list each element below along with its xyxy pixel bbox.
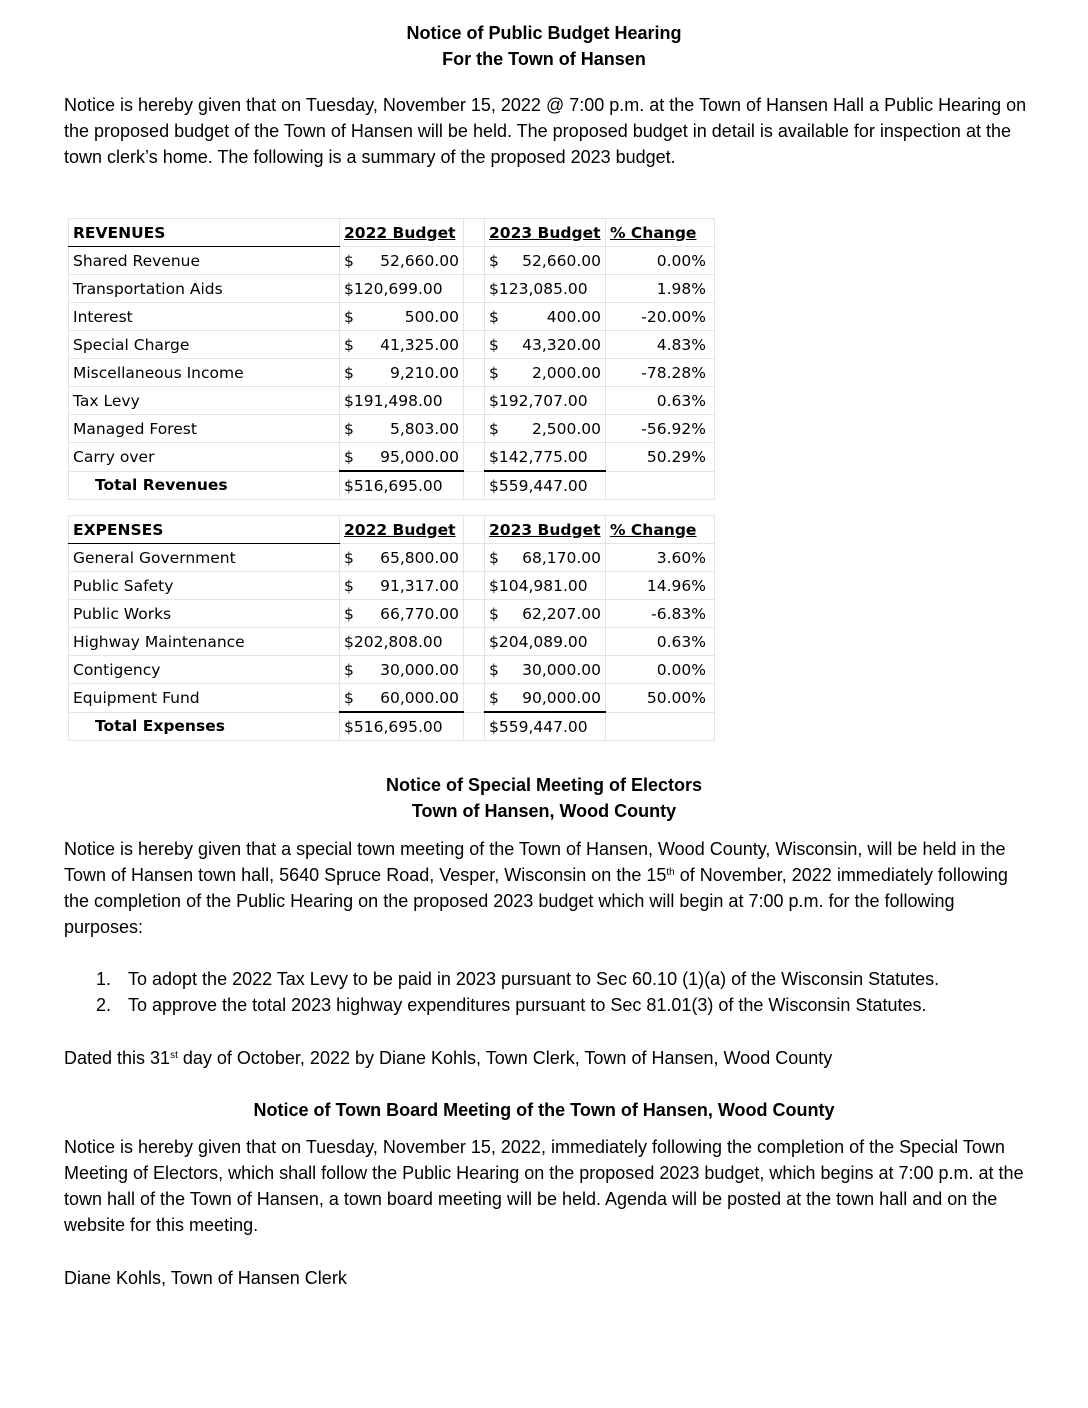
column-percent-change [606,516,715,544]
special-meeting-title-line2: Town of Hansen, Wood County [411,801,677,821]
dated-line [64,1045,832,1071]
total-2023-cell [485,712,606,741]
dollar-sign: $ [344,476,354,495]
money-value [344,364,459,382]
amount: 60,000.00 [380,688,459,707]
section-heading-text: REVENUES [73,223,166,242]
total-2023-cell [485,471,606,500]
amount: 142,775.00 [498,447,588,466]
table-row [69,387,715,415]
revenues-total-row [69,471,715,500]
budget-2022-cell [340,572,464,600]
clerk-signature: Diane Kohls, Town of Hansen Clerk [64,1268,347,1288]
hearing-notice-text: Notice is hereby given that on Tuesday, November 15, 2022 @ 7:00 p.m. at the Town of Hansen Hall a Public Hearing on the proposed budget of the Town of Hansen will be held. The proposed budget in detail is available for inspection at the town clerk’s home. The following is a summary of the proposed 2023 budget. [64,95,1027,167]
budget-2022-cell [340,359,464,387]
budget-2023-cell [485,684,606,713]
amount: 5,803.00 [389,419,459,438]
budget-2022-cell [340,628,464,656]
money-value [344,661,459,679]
money-value [344,577,459,595]
money-value [489,364,601,382]
column-2022-budget [340,516,464,544]
dollar-sign: $ [489,335,499,354]
column-spacer [464,415,485,443]
purpose-number: 2. [96,995,112,1015]
amount: 120,699.00 [353,279,443,298]
table-row [69,628,715,656]
row-label: Managed Forest [69,415,340,443]
dollar-sign: $ [489,576,499,595]
amount: 43,320.00 [522,335,601,354]
column-2022-budget-text: 2022 Budget [344,520,456,539]
budget-2023-cell [485,656,606,684]
table-row [69,443,715,472]
dollar-sign: $ [344,632,354,651]
amount: 192,707.00 [498,391,588,410]
amount: 400.00 [546,307,601,326]
percent-change-cell: 14.96% [606,572,715,600]
purpose-number: 1. [96,969,112,989]
row-label: Tax Levy [69,387,340,415]
special-meeting-title-line1: Notice of Special Meeting of Electors [385,775,703,795]
column-spacer [464,303,485,331]
budget-2022-cell [340,275,464,303]
budget-2022-cell [340,656,464,684]
column-spacer [464,712,485,741]
purpose-text: To adopt the 2022 Tax Levy to be paid in 2023 pursuant to Sec 60.10 (1)(a) of the Wisconsin Statutes. [128,969,940,989]
row-label: Highway Maintenance [69,628,340,656]
row-label: Miscellaneous Income [69,359,340,387]
money-value [489,549,601,567]
table-row [69,544,715,572]
amount: 9,210.00 [389,363,459,382]
money-value [489,280,601,298]
column-2023-budget-text: 2023 Budget [489,520,601,539]
section-heading-text: EXPENSES [73,520,164,539]
dollar-sign: $ [489,688,499,707]
dated-superscript: st [170,1050,178,1061]
column-spacer [464,247,485,275]
budget-2023-cell [485,628,606,656]
column-spacer [464,656,485,684]
table-row [69,600,715,628]
budget-2023-cell [485,275,606,303]
percent-change-cell: -56.92% [606,415,715,443]
column-percent-change-text: % Change [610,520,697,539]
table-row [69,303,715,331]
money-value [344,448,459,466]
percent-change-cell: 0.00% [606,247,715,275]
dollar-sign: $ [489,476,499,495]
column-2022-budget-text: 2022 Budget [344,223,456,242]
amount: 68,170.00 [522,548,601,567]
percent-change-cell: 4.83% [606,331,715,359]
amount: 123,085.00 [498,279,588,298]
table-row [69,572,715,600]
percent-change-cell: -20.00% [606,303,715,331]
budget-2023-cell [485,387,606,415]
budget-2022-cell [340,247,464,275]
budget-2022-cell [340,544,464,572]
amount: 91,317.00 [380,576,459,595]
section-heading [69,219,340,247]
column-spacer [464,359,485,387]
table-row [69,684,715,713]
total-2022-cell [340,471,464,500]
money-value [344,605,459,623]
budget-2022-cell [340,331,464,359]
purpose-item [64,966,1044,992]
dollar-sign: $ [489,604,499,623]
column-spacer [464,600,485,628]
budget-2022-cell [340,684,464,713]
amount: 516,695.00 [353,476,443,495]
hearing-title-line1: Notice of Public Budget Hearing [406,23,682,43]
expenses-header-row [69,516,715,544]
money-value [344,280,459,298]
dollar-sign: $ [489,279,499,298]
amount: 65,800.00 [380,548,459,567]
budget-2023-cell [485,303,606,331]
dollar-sign: $ [489,391,499,410]
row-label: Transportation Aids [69,275,340,303]
money-value [489,308,601,326]
column-spacer [464,219,485,247]
special-meeting-text-part2: of November, 2022 immediately following the completion of the Public Hearing on the proposed 2023 budget which will begin at 7:00 p.m. for the following purposes: [64,865,1008,937]
dollar-sign: $ [489,660,499,679]
dollar-sign: $ [344,363,354,382]
row-label: Contigency [69,656,340,684]
row-label: General Government [69,544,340,572]
amount: 500.00 [404,307,459,326]
dollar-sign: $ [344,391,354,410]
amount: 62,207.00 [522,604,601,623]
dollar-sign: $ [489,447,499,466]
money-value [489,420,601,438]
budget-2023-cell [485,544,606,572]
budget-2023-cell [485,600,606,628]
total-2022-cell [340,712,464,741]
row-label: Public Works [69,600,340,628]
row-label: Special Charge [69,331,340,359]
table-row [69,415,715,443]
board-meeting-notice-text: Notice is hereby given that on Tuesday, November 15, 2022, immediately following the completion of the Special Town Meeting of Electors, which shall follow the Public Hearing on the proposed 2023 budget, which begins at 7:00 p.m. at the town hall of the Town of Hansen, a town board meeting will be held. Agenda will be posted at the town hall and on the website for this meeting. [64,1137,1024,1235]
amount: 191,498.00 [353,391,443,410]
money-value [489,477,601,495]
dollar-sign: $ [489,307,499,326]
budget-2022-cell [340,443,464,472]
dollar-sign: $ [344,307,354,326]
dollar-sign: $ [344,660,354,679]
expenses-table [68,515,715,741]
money-value [344,633,459,651]
money-value [344,336,459,354]
revenues-header-row [69,219,715,247]
dollar-sign: $ [344,251,354,270]
column-spacer [464,516,485,544]
empty-cell [606,712,715,741]
money-value [344,718,459,736]
budget-2023-cell [485,247,606,275]
table-row [69,247,715,275]
amount: 90,000.00 [522,688,601,707]
percent-change-cell: 1.98% [606,275,715,303]
total-label-text: Total Expenses [95,717,225,736]
amount: 66,770.00 [380,604,459,623]
section-heading [69,516,340,544]
money-value [344,420,459,438]
money-value [489,252,601,270]
money-value [489,577,601,595]
amount: 516,695.00 [353,717,443,736]
dollar-sign: $ [489,632,499,651]
money-value [489,392,601,410]
amount: 202,808.00 [353,632,443,651]
purposes-list [64,966,1044,1018]
money-value [489,718,601,736]
row-label: Interest [69,303,340,331]
column-spacer [464,544,485,572]
money-value [489,336,601,354]
purpose-item [64,992,1044,1018]
amount: 204,089.00 [498,632,588,651]
special-meeting-notice-text [64,836,1024,940]
money-value [344,549,459,567]
column-spacer [464,471,485,500]
total-label [69,471,340,500]
column-2023-budget-text: 2023 Budget [489,223,601,242]
empty-cell [606,471,715,500]
budget-2023-cell [485,415,606,443]
budget-2023-cell [485,443,606,472]
dollar-sign: $ [489,419,499,438]
column-2023-budget [485,219,606,247]
table-row [69,331,715,359]
amount: 2,000.00 [531,363,601,382]
column-spacer [464,572,485,600]
row-label: Public Safety [69,572,340,600]
budget-2022-cell [340,600,464,628]
row-label: Shared Revenue [69,247,340,275]
board-meeting-title: Notice of Town Board Meeting of the Town of Hansen, Wood County [253,1100,835,1120]
table-row [69,359,715,387]
column-spacer [464,628,485,656]
percent-change-cell: 3.60% [606,544,715,572]
column-spacer [464,684,485,713]
dollar-sign: $ [489,363,499,382]
percent-change-cell: 50.29% [606,443,715,472]
budget-2023-cell [485,572,606,600]
row-label: Equipment Fund [69,684,340,713]
row-label: Carry over [69,443,340,472]
money-value [489,448,601,466]
dollar-sign: $ [344,688,354,707]
column-spacer [464,331,485,359]
money-value [489,605,601,623]
dollar-sign: $ [344,717,354,736]
percent-change-cell: -6.83% [606,600,715,628]
amount: 2,500.00 [531,419,601,438]
amount: 52,660.00 [380,251,459,270]
total-label-text: Total Revenues [95,476,228,495]
percent-change-cell: 0.00% [606,656,715,684]
dollar-sign: $ [489,548,499,567]
money-value [344,477,459,495]
column-2022-budget [340,219,464,247]
amount: 559,447.00 [498,476,588,495]
dollar-sign: $ [344,447,354,466]
money-value [489,689,601,707]
special-meeting-text-part1: Notice is hereby given that a special town meeting of the Town of Hansen, Wood County, Wisconsin, will be held in the Town of Hansen town hall, 5640 Spruce Road, Vesper, Wisconsin on the 15 [64,839,1006,885]
budget-2023-cell [485,331,606,359]
budget-2022-cell [340,415,464,443]
percent-change-cell: 50.00% [606,684,715,713]
revenues-table [68,218,715,500]
percent-change-cell: -78.28% [606,359,715,387]
dollar-sign: $ [344,604,354,623]
amount: 104,981.00 [498,576,588,595]
total-label [69,712,340,741]
money-value [344,689,459,707]
money-value [344,392,459,410]
amount: 30,000.00 [380,660,459,679]
column-spacer [464,275,485,303]
dollar-sign: $ [489,717,499,736]
expenses-total-row [69,712,715,741]
dollar-sign: $ [344,279,354,298]
column-percent-change-text: % Change [610,223,697,242]
budget-2022-cell [340,303,464,331]
table-row [69,275,715,303]
percent-change-cell: 0.63% [606,628,715,656]
budget-2022-cell [340,387,464,415]
money-value [489,633,601,651]
amount: 559,447.00 [498,717,588,736]
money-value [344,252,459,270]
dollar-sign: $ [344,576,354,595]
amount: 95,000.00 [380,447,459,466]
dollar-sign: $ [344,548,354,567]
dated-part2: day of October, 2022 by Diane Kohls, Town Clerk, Town of Hansen, Wood County [177,1048,833,1068]
dated-part1: Dated this 31 [64,1048,171,1068]
money-value [489,661,601,679]
column-spacer [464,443,485,472]
money-value [344,308,459,326]
column-percent-change [606,219,715,247]
percent-change-cell: 0.63% [606,387,715,415]
budget-2023-cell [485,359,606,387]
dollar-sign: $ [489,251,499,270]
column-2023-budget [485,516,606,544]
purpose-text: To approve the total 2023 highway expenditures pursuant to Sec 81.01(3) of the Wisconsin Statutes. [128,995,927,1015]
hearing-title-line2: For the Town of Hansen [442,49,646,69]
special-meeting-text-superscript: th [666,867,675,878]
dollar-sign: $ [344,335,354,354]
dollar-sign: $ [344,419,354,438]
column-spacer [464,387,485,415]
amount: 30,000.00 [522,660,601,679]
amount: 52,660.00 [522,251,601,270]
table-row [69,656,715,684]
amount: 41,325.00 [380,335,459,354]
